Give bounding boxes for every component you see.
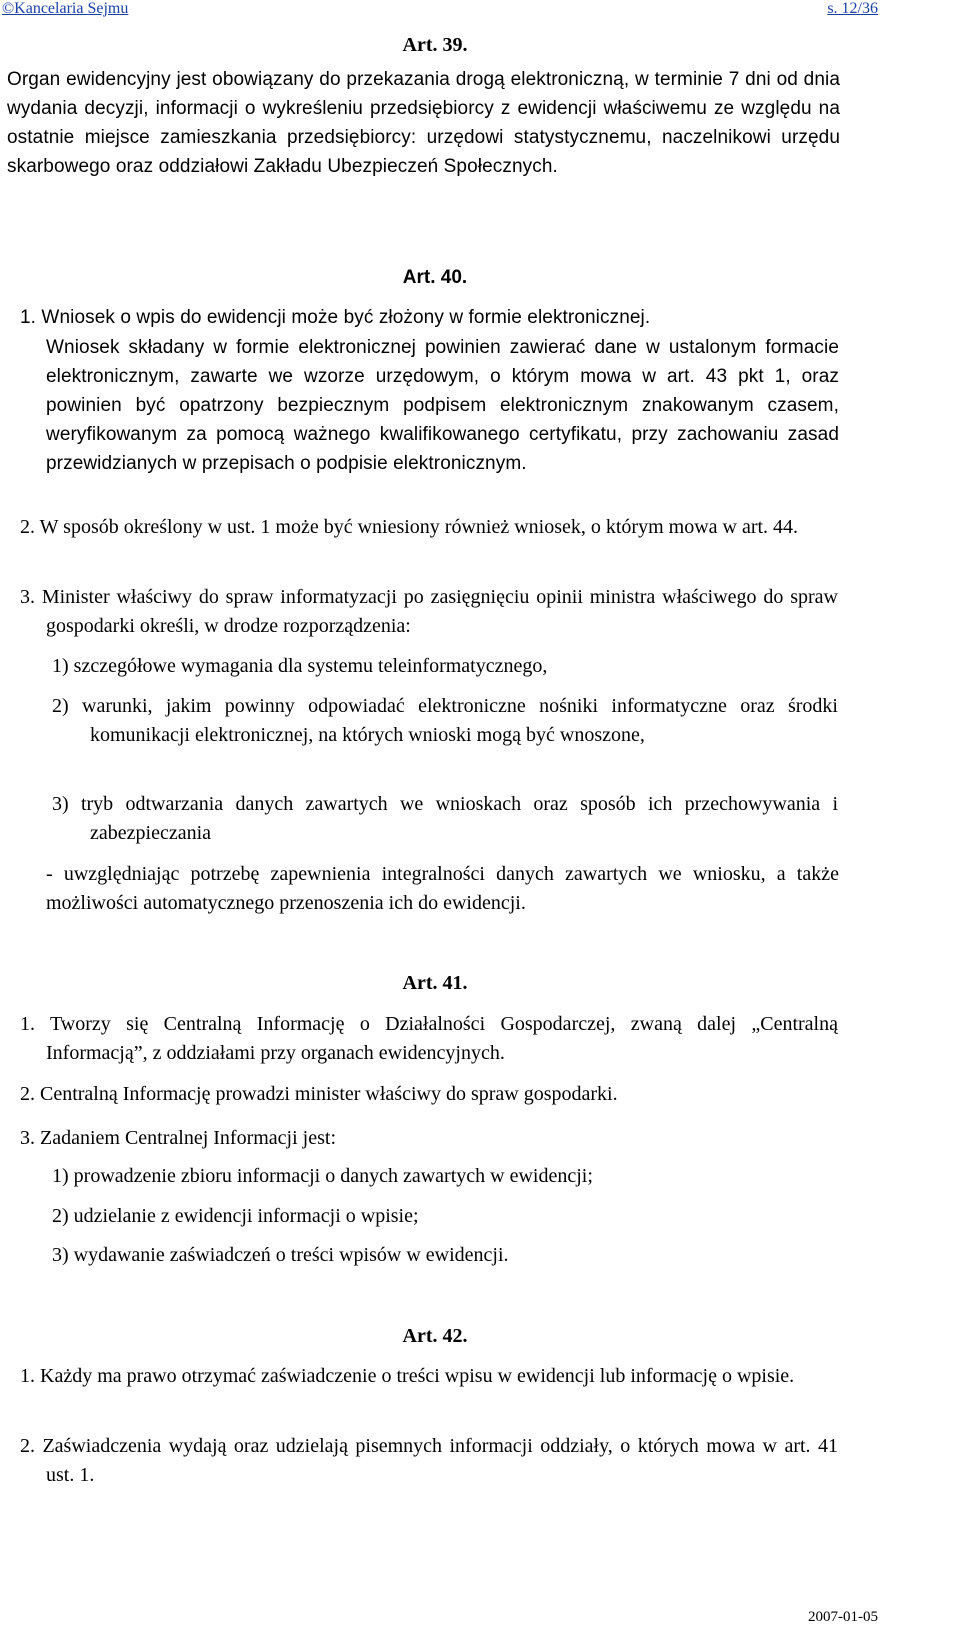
footer-date: 2007-01-05 [808, 1609, 878, 1625]
article-40-title: Art. 40. [402, 267, 468, 288]
article-41-p3: 3. Zadaniem Centralnej Informacji jest: [20, 1127, 336, 1149]
article-41-title: Art. 41. [402, 972, 468, 994]
article-39-title: Art. 39. [402, 34, 468, 56]
article-39-text: Organ ewidencyjny jest obowiązany do przekazania drogą elektroniczną, w terminie 7 dni od dnia wydania decyzji, informacji o wykreśleniu przedsiębiorcy z ewidencji właściwemu ze względu na ostatnie miejsce zamieszkania przedsiębiorcy: urzędowi statystycznemu, naczelnikowi urzędu skarbowego oraz oddziałowi Zakładu Ubezpieczeń Społecznych. [7, 69, 840, 177]
article-41-p1: 1. Tworzy się Centralną Informację o Działalności Gospodarczej, zwaną dalej „Centralną Informacją”, z oddziałami przy organach ewidencyjnych. [20, 1013, 838, 1064]
article-42-p2: 2. Zaświadczenia wydają oraz udzielają pisemnych informacji oddziały, o których mowa w art. 41 ust. 1. [20, 1435, 838, 1486]
article-40-p3: 3. Minister właściwy do spraw informatyzacji po zasięgnięciu opinii ministra właściwego do spraw gospodarki określi, w drodze rozporządzenia: [20, 586, 838, 637]
article-40-p2: 2. W sposób określony w ust. 1 może być wniesiony również wniosek, o którym mowa w art. 44. [20, 516, 799, 538]
article-40-closing: - uwzględniając potrzebę zapewnienia integralności danych zawartych we wniosku, a także możliwości automatycznego przenoszenia ich do ewidencji. [46, 863, 839, 914]
article-41-item-2: 2) udzielanie z ewidencji informacji o wpisie; [52, 1205, 419, 1227]
article-40-item-1: 1) szczegółowe wymagania dla systemu teleinformatycznego, [52, 655, 548, 677]
article-41-item-3: 3) wydawanie zaświadczeń o treści wpisów w ewidencji. [52, 1244, 509, 1266]
header-source: ©Kancelaria Sejmu [2, 0, 129, 17]
article-40-p1-rest: Wniosek składany w formie elektronicznej powinien zawierać dane w ustalonym formacie elektronicznym, zawarte we wzorze urzędowym, o którym mowa w art. 43 pkt 1, oraz powinien być opatrzony bezpiecznym podpisem elektronicznym znakowanym czasem, weryfikowanym za pomocą ważnego kwalifikowanego certyfikatu, przy zachowaniu zasad przewidzianych w przepisach o podpisie elektronicznym. [46, 337, 839, 474]
article-42-p1: 1. Każdy ma prawo otrzymać zaświadczenie o treści wpisu w ewidencji lub informację o wpisie. [20, 1365, 795, 1387]
article-42-title: Art. 42. [402, 1325, 468, 1347]
article-40-p1-head: 1. Wniosek o wpis do ewidencji może być złożony w formie elektronicznej. [20, 307, 651, 328]
article-40-item-3: 3) tryb odtwarzania danych zawartych we wnioskach oraz sposób ich przechowywania i zabezpieczania [52, 793, 838, 844]
article-41-p2: 2. Centralną Informację prowadzi minister właściwy do spraw gospodarki. [20, 1083, 618, 1105]
article-40-item-2: 2) warunki, jakim powinny odpowiadać elektroniczne nośniki informatyczne oraz środki komunikacji elektronicznej, na których wnioski mogą być wnoszone, [52, 695, 838, 746]
page-number: s. 12/36 [827, 0, 878, 17]
article-41-item-1: 1) prowadzenie zbioru informacji o danych zawartych w ewidencji; [52, 1165, 593, 1187]
